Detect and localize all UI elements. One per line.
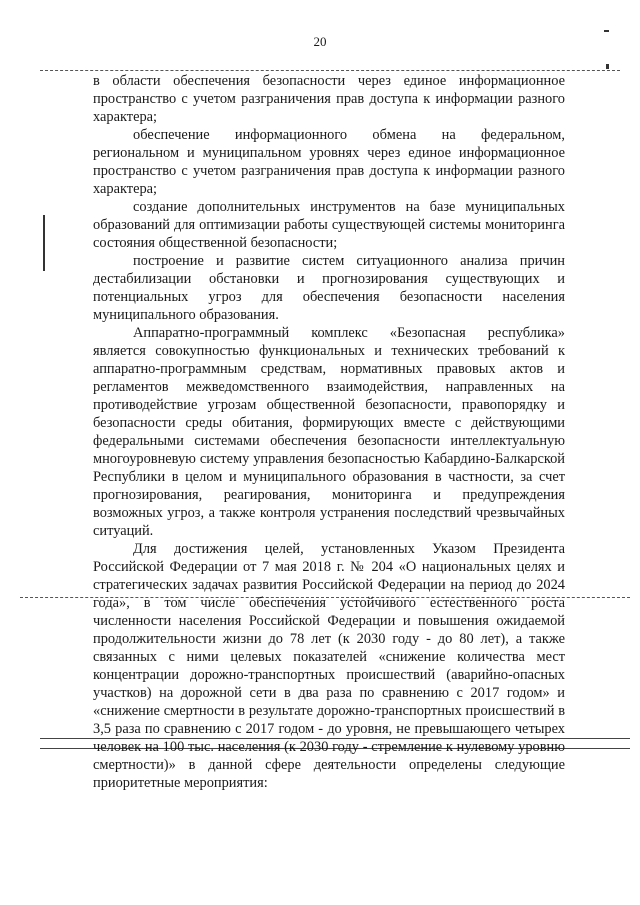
paragraph: создание дополнительных инструментов на базе муниципальных образований для оптимизации работы существующей системы мониторинга состояния общественной безопасности;	[93, 199, 565, 251]
scan-line-top	[40, 70, 620, 71]
page-number: 20	[313, 34, 327, 49]
paragraph: построение и развитие систем ситуационного анализа причин дестабилизации обстановки и прогнозирования существующих и потенциальных угроз для обеспечения безопасности населения муниципального образования.	[93, 253, 565, 323]
paragraph: Для достижения целей, установленных Указом Президента Российской Федерации от 7 мая 2018 г. № 204 «О национальных целях и стратегических задачах развития Российской Федерации на период до 2024 года», в том числе обеспечения устойчивого естественного роста численности населения Российской Федерации и повышения ожидаемой продолжительности жизни до 78 лет (к 2030 году - до 80 лет), а также связанных с ними целевых показателей «снижение количества мест концентрации дорожно-транспортных происшествий (аварийно-опасных участков) на дорожной сети в два раза по сравнению с 2017 годом» и «снижение смертности в результате дорожно-транспортных происшествий в 3,5 раза по сравнению с 2017 годом - до уровня, не превышающего четырех человек на 100 тыс. населения (к 2030 году - стремление к нулевому уровню смертности)» в данной сфере деятельности определены следующие приоритетные мероприятия:	[93, 541, 565, 791]
paragraph: Аппаратно-программный комплекс «Безопасная республика» является совокупностью функциональных и технических требований к аппаратно-программным средствам, нормативных правовых актов и регламентов межведомственного взаимодействия, направленных на противодействие угрозам общественной безопасности, правопорядку и безопасности среды обитания, формирующих вместе с действующими федеральными системами обеспечения безопасности интеллектуальную многоуровневую систему управления безопасностью Кабардино-Балкарской Республики в целом и муниципального образования в частности, за счет прогнозирования, реагирования, мониторинга и предупреждения возможных угроз, а также контроля устранения последствий чрезвычайных ситуаций.	[93, 325, 565, 539]
scan-mark-top-right-small	[606, 64, 609, 69]
margin-bar-left	[43, 215, 45, 271]
scan-mark-top-right	[604, 30, 609, 32]
paragraph: в области обеспечения безопасности через единое информационное пространство с учетом разграничения прав доступа к информации разного характера;	[93, 73, 565, 125]
paragraph: обеспечение информационного обмена на федеральном, региональном и муниципальном уровнях через единое информационное пространство с учетом разграничения прав доступа к информации разного характера;	[93, 127, 565, 197]
document-body	[93, 72, 565, 792]
